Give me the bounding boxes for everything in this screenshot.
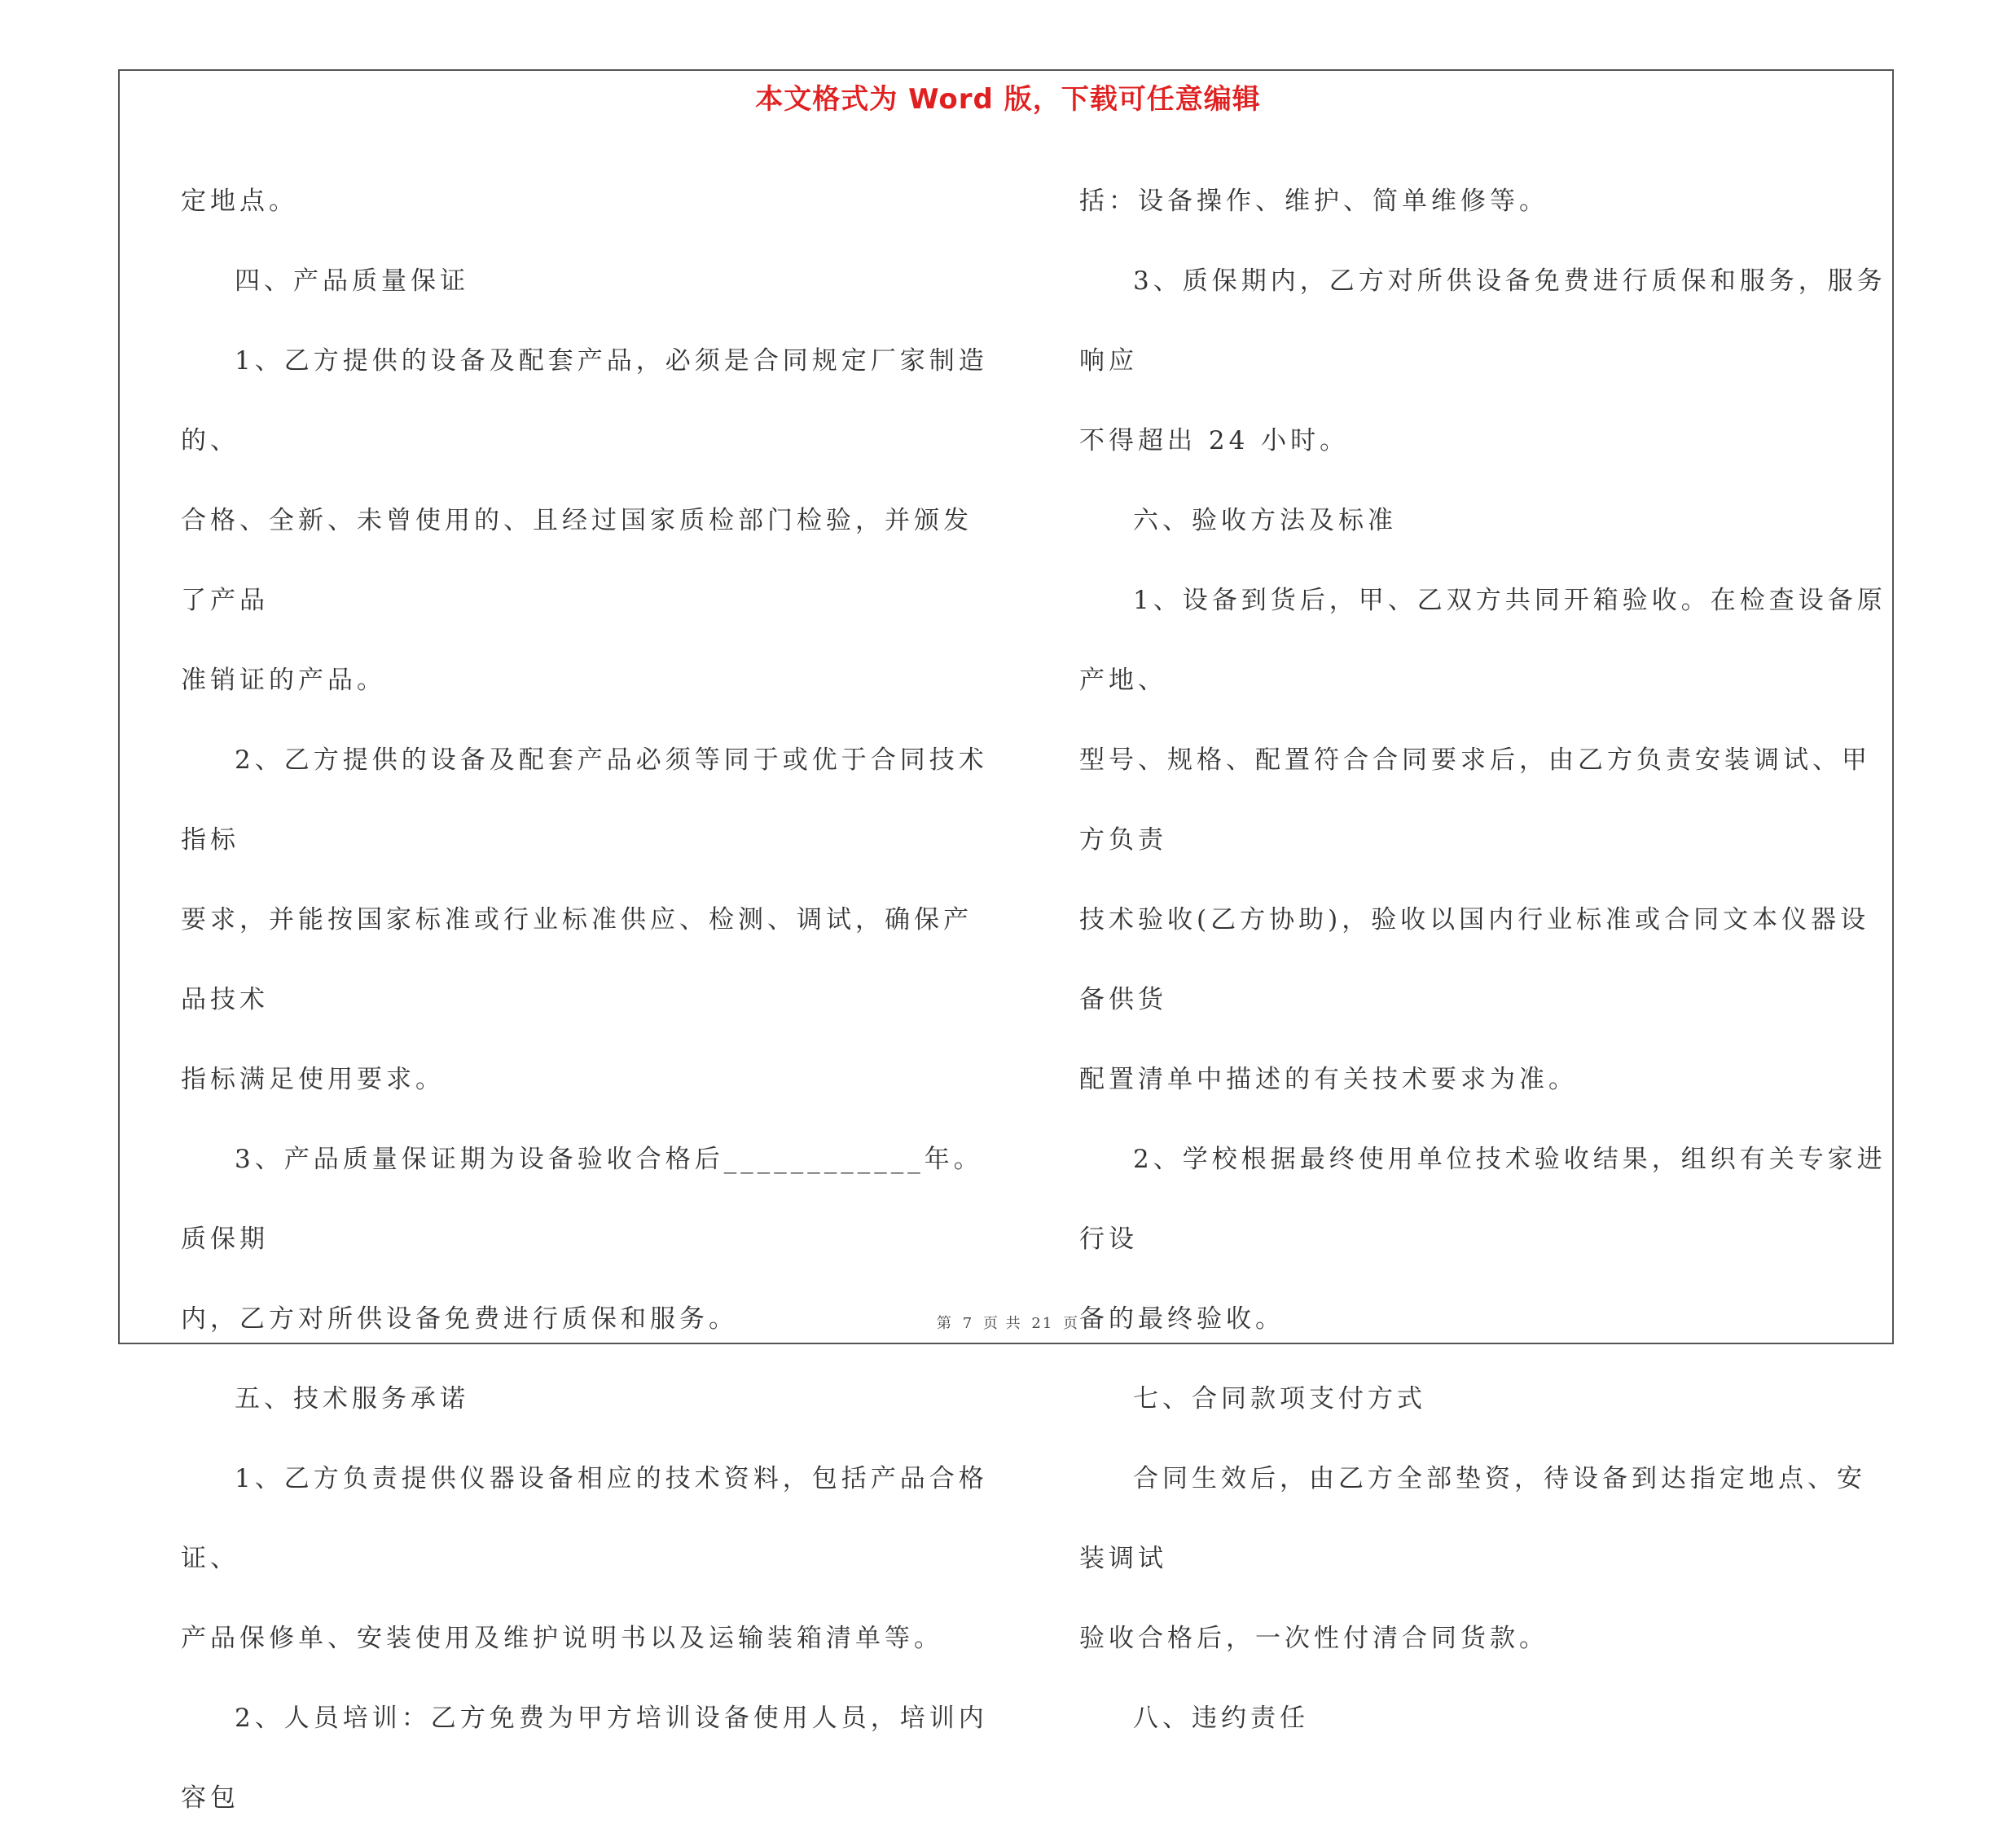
paragraph-line: 1、设备到货后，甲、乙双方共同开箱验收。在检查设备原产地、 xyxy=(1079,586,1886,695)
paragraph-line: 七、合同款项支付方式 xyxy=(1133,1384,1426,1414)
paragraph-line: 1、乙方负责提供仪器设备相应的技术资料，包括产品合格证、 xyxy=(181,1464,988,1573)
paragraph-line: 六、验收方法及标准 xyxy=(1133,506,1397,535)
paragraph-line: 2、人员培训：乙方免费为甲方培训设备使用人员，培训内容包 xyxy=(181,1704,988,1813)
paragraph-line: 准销证的产品。 xyxy=(181,666,386,695)
page-footer xyxy=(0,1312,2016,1333)
paragraph-line: 内，乙方对所供设备免费进行质保和服务。 xyxy=(181,1304,738,1334)
paragraph-line: 2、学校根据最终使用单位技术验收结果，组织有关专家进行设 xyxy=(1079,1145,1886,1254)
paragraph-line: 2、乙方提供的设备及配套产品必须等同于或优于合同技术指标 xyxy=(181,745,988,855)
footer-suffix: 页 xyxy=(1063,1315,1080,1332)
left-column xyxy=(181,161,995,1838)
paragraph-line: 备的最终验收。 xyxy=(1079,1304,1285,1334)
paragraph-line: 1、乙方提供的设备及配套产品，必须是合同规定厂家制造的、 xyxy=(181,346,988,455)
paragraph-line: 产品保修单、安装使用及维护说明书以及运输装箱清单等。 xyxy=(181,1624,943,1653)
footer-prefix: 第 xyxy=(936,1315,953,1332)
paragraph-line: 配置清单中描述的有关技术要求为准。 xyxy=(1079,1065,1578,1094)
right-column xyxy=(1079,161,1894,1758)
paragraph-line: 五、技术服务承诺 xyxy=(235,1384,469,1414)
format-banner: 本文格式为 Word 版，下载可任意编辑 xyxy=(755,83,1261,116)
paragraph-line: 指标满足使用要求。 xyxy=(181,1065,445,1094)
footer-current-page: 7 xyxy=(962,1315,974,1332)
paragraph-line: 定地点。 xyxy=(181,187,298,216)
paragraph-line: 合格、全新、未曾使用的、且经过国家质检部门检验，并颁发了产品 xyxy=(181,506,973,615)
paragraph-line: 型号、规格、配置符合合同要求后，由乙方负责安装调试、甲方负责 xyxy=(1079,745,1871,855)
paragraph-line: 括：设备操作、维护、简单维修等。 xyxy=(1079,187,1548,216)
footer-total-pages: 21 xyxy=(1031,1315,1054,1332)
paragraph-line: 八、违约责任 xyxy=(1133,1704,1309,1733)
paragraph-line: 要求，并能按国家标准或行业标准供应、检测、调试，确保产品技术 xyxy=(181,905,973,1014)
paragraph-line: 技术验收(乙方协助)，验收以国内行业标准或合同文本仪器设备供货 xyxy=(1079,905,1870,1014)
paragraph-line: 3、质保期内，乙方对所供设备免费进行质保和服务，服务响应 xyxy=(1079,266,1886,376)
paragraph-line: 不得超出 24 小时。 xyxy=(1079,426,1350,455)
paragraph-line: 3、产品质量保证期为设备验收合格后____________年。质保期 xyxy=(181,1145,983,1254)
paragraph-line: 四、产品质量保证 xyxy=(235,266,469,296)
paragraph-line: 合同生效后，由乙方全部垫资，待设备到达指定地点、安装调试 xyxy=(1079,1464,1866,1573)
footer-mid: 页 共 xyxy=(982,1315,1022,1332)
paragraph-line: 验收合格后，一次性付清合同货款。 xyxy=(1079,1624,1548,1653)
